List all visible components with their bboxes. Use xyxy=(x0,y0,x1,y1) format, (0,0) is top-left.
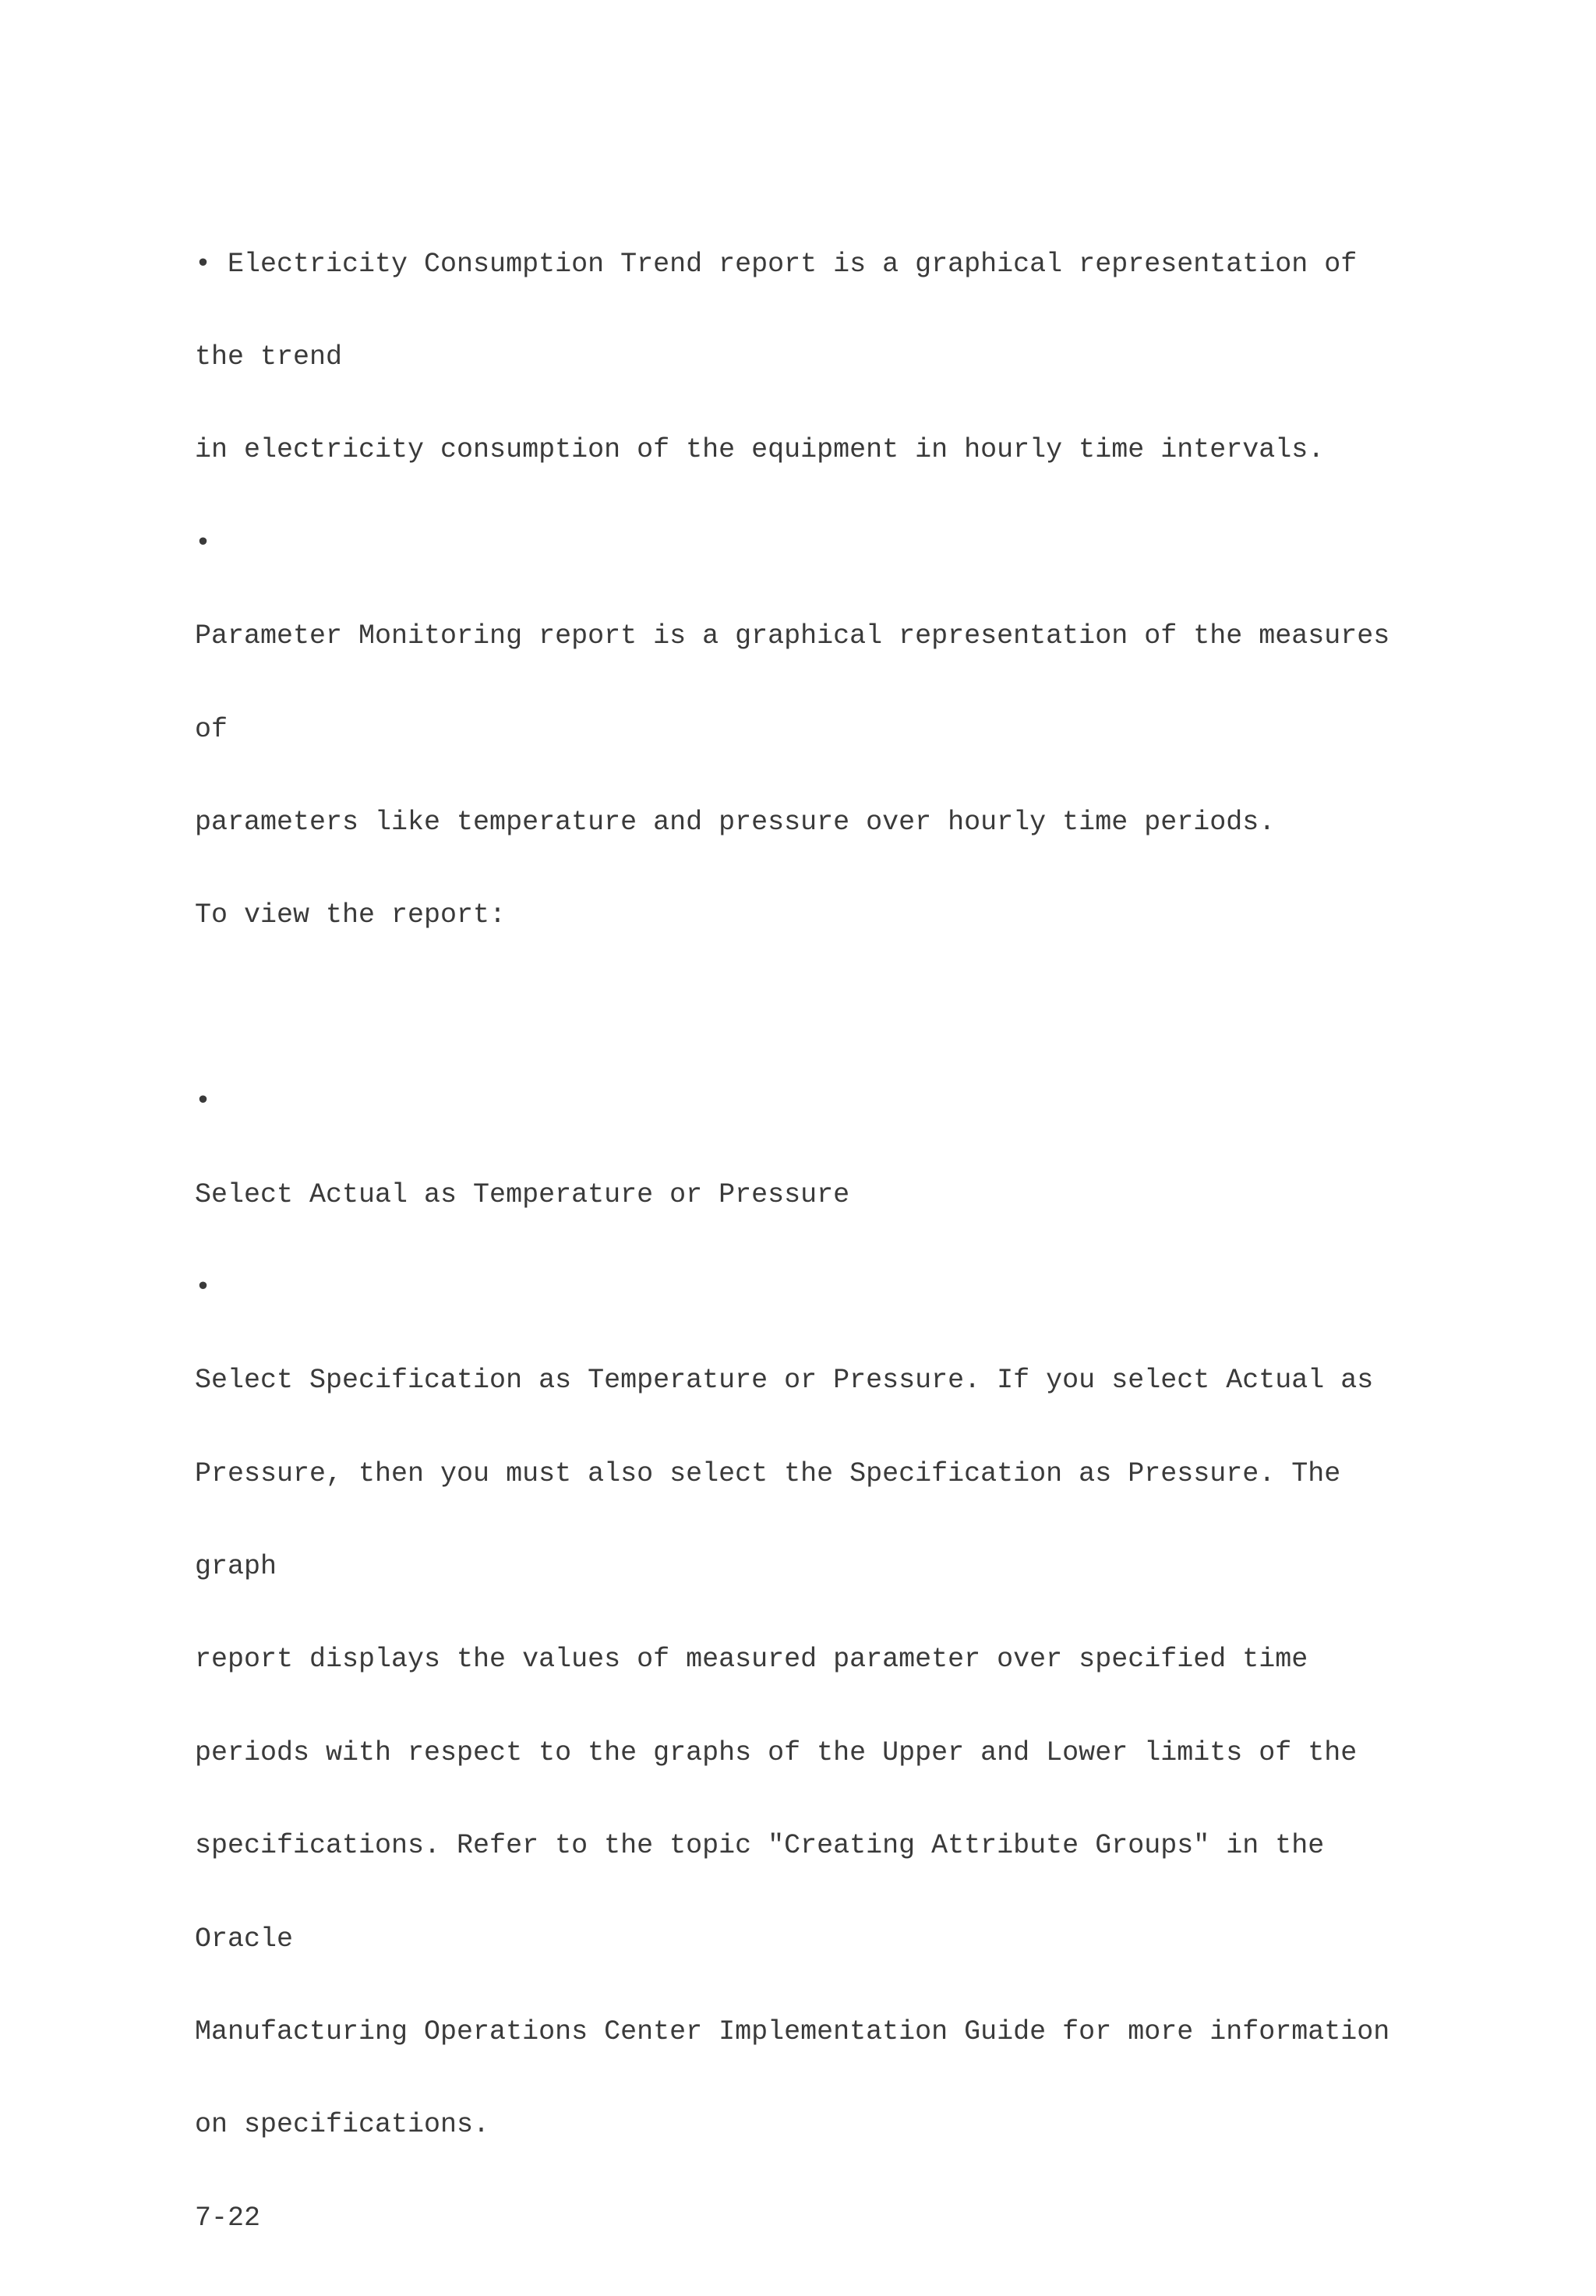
text-line: report displays the values of measured parameter over specified time xyxy=(195,1644,1308,1676)
text-line: Select Specification as Temperature or Pressure. If you select Actual as xyxy=(195,1365,1374,1397)
text-line: periods with respect to the graphs of the Upper and Lower limits of the xyxy=(195,1736,1358,1768)
text-line: graph xyxy=(195,1551,277,1583)
text-line: parameters like temperature and pressure over hourly time periods. xyxy=(195,806,1276,838)
text-line: Parameter Monitoring report is a graphical representation of the measures xyxy=(195,620,1390,652)
blank-line xyxy=(195,994,1481,1025)
text-line: of xyxy=(195,713,228,745)
text-line: • Electricity Consumption Trend report is a graphical representation of xyxy=(195,248,1358,280)
text-line: Pressure, then you must also select the Specification as Pressure. The xyxy=(195,1457,1341,1489)
text-line: Manufacturing Operations Center Implementation Guide for more information xyxy=(195,2016,1390,2048)
text-line: in electricity consumption of the equipment in hourly time intervals. xyxy=(195,434,1325,466)
text-line: Select Actual as Temperature or Pressure xyxy=(195,1178,850,1210)
bullet-marker: • xyxy=(195,1086,212,1118)
text-line: the trend xyxy=(195,341,343,373)
instruction-heading: To view the report: xyxy=(195,899,507,931)
bullet-marker: • xyxy=(195,1271,212,1303)
text-line: specifications. Refer to the topic "Creating Attribute Groups" in the xyxy=(195,1830,1325,1862)
text-line: on specifications. xyxy=(195,2109,490,2141)
text-line: Oracle xyxy=(195,1923,294,1955)
document-body xyxy=(195,187,1481,2296)
page-number: 7-22 xyxy=(195,2202,261,2234)
bullet-marker: • xyxy=(195,527,212,559)
